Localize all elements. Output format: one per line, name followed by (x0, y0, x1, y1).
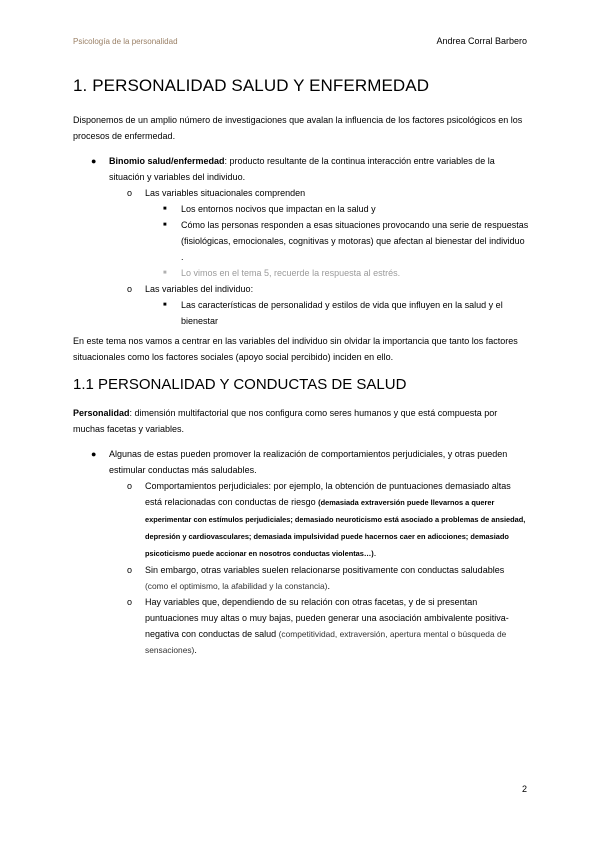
list-item: ■ Los entornos nocivos que impactan en la salud y (181, 201, 529, 217)
personalidad-definition: : dimensión multifactorial que nos configura como seres humanos y que está compuesta por muchas facetas y variables. (73, 408, 498, 434)
square-bullet-icon: ■ (163, 302, 167, 308)
binomio-list (73, 153, 529, 329)
circle-bullet-icon: o (127, 188, 133, 198)
saludables-item: o Sin embargo, otras variables suelen relacionarse positivamente con conductas saludables (como el optimismo, la afabilidad y la constancia). (145, 562, 529, 594)
binomio-term: Binomio salud/enfermedad (109, 156, 225, 166)
page-content (73, 74, 529, 659)
perjudiciales-detail: (demasiada extraversión puede llevarnos a querer experimentar con estímulos perjudiciales; demasiado neuroticismo está asociado a problemas de ansiedad, depresión y cardiovasculares; demasiada impulsividad puede hacernos caer en adicciones; demasiado psicoticismo puede accionar en nosotros conductas violentas…) (145, 498, 526, 558)
situacionales-item (127, 185, 529, 281)
ambivalente-detail: (competitividad, extraversión, apertura mental o búsqueda de sensaciones) (145, 629, 507, 655)
square-bullet-icon: ■ (163, 270, 167, 276)
header-course-title: Psicología de la personalidad (73, 37, 178, 46)
personalidad-paragraph (73, 405, 529, 437)
circle-bullet-icon: o (127, 565, 133, 575)
ambivalente-item: o Hay variables que, dependiendo de su relación con otras facetas, y de si presentan puntuaciones muy altas o muy bajas, pueden generar una asociación ambivalente positiva-negativa con conductas de salud (competitividad, extraversión, apertura mental o búsqueda de sensaciones). (145, 594, 529, 658)
circle-bullet-icon: o (127, 597, 133, 607)
personalidad-term: Personalidad (73, 408, 130, 418)
situacionales-label: Las variables situacionales comprenden (145, 188, 306, 198)
binomio-sublist (109, 185, 529, 329)
page-number: 2 (521, 784, 527, 794)
binomio-item (91, 153, 529, 329)
individuo-label: Las variables del individuo: (145, 284, 254, 294)
algunas-label: Algunas de estas pueden promover la realización de comportamientos perjudiciales, y otras pueden estimular conductas más saludables. (109, 449, 508, 475)
algunas-list (73, 446, 529, 658)
bullet-icon: ● (91, 449, 97, 459)
tema-paragraph: En este tema nos vamos a centrar en las variables del individuo sin olvidar la importancia que tanto los factores situacionales como los factores sociales (apoyo social percibido) inciden en ello. (73, 336, 518, 362)
perjudiciales-item: o Comportamientos perjudiciales: por ejemplo, la obtención de puntuaciones demasiado altas está relacionadas con conductas de riesgo (demasiada extraversión puede llevarnos a querer experimentar con estímulos perjudiciales; demasiado neuroticismo está asociado a problemas de ansiedad, depresión y cardiovasculares; demasiada impulsividad puede hacernos caer en adicciones; demasiado psicoticismo puede accionar en nosotros conductas violentas…). (145, 478, 529, 562)
intro-paragraph: Disponemos de un amplio número de investigaciones que avalan la influencia de los factores psicológicos en los procesos de enfermedad. (73, 115, 523, 141)
square-bullet-icon: ■ (163, 206, 167, 212)
circle-bullet-icon: o (127, 481, 133, 491)
binomio-definition: : producto resultante de la continua interacción entre variables de la situación y variables del individuo. (109, 156, 495, 182)
list-item: ■ Cómo las personas responden a esas situaciones provocando una serie de respuestas (fisiológicas, emocionales, cognitivas y motoras) que afectan al bienestar del individuo . (181, 217, 529, 265)
square-bullet-icon: ■ (163, 222, 167, 228)
individuo-sublist (145, 297, 529, 329)
algunas-item (91, 446, 529, 658)
saludables-detail: (como el optimismo, la afabilidad y la constancia) (145, 581, 328, 591)
individuo-item (127, 281, 529, 329)
section-title: 1.1 PERSONALIDAD Y CONDUCTAS DE SALUD (73, 376, 407, 393)
page-title: 1. PERSONALIDAD SALUD Y ENFERMEDAD (73, 76, 430, 95)
situacionales-sublist (145, 201, 529, 281)
header-author: Andrea Corral Barbero (436, 36, 527, 46)
algunas-sublist (109, 478, 529, 658)
circle-bullet-icon: o (127, 284, 133, 294)
page-header (73, 36, 527, 50)
bullet-icon: ● (91, 156, 97, 166)
list-item: ■ Las características de personalidad y estilos de vida que influyen en la salud y el bienestar (181, 297, 529, 329)
list-item-note: ■ Lo vimos en el tema 5, recuerde la respuesta al estrés. (181, 265, 529, 281)
